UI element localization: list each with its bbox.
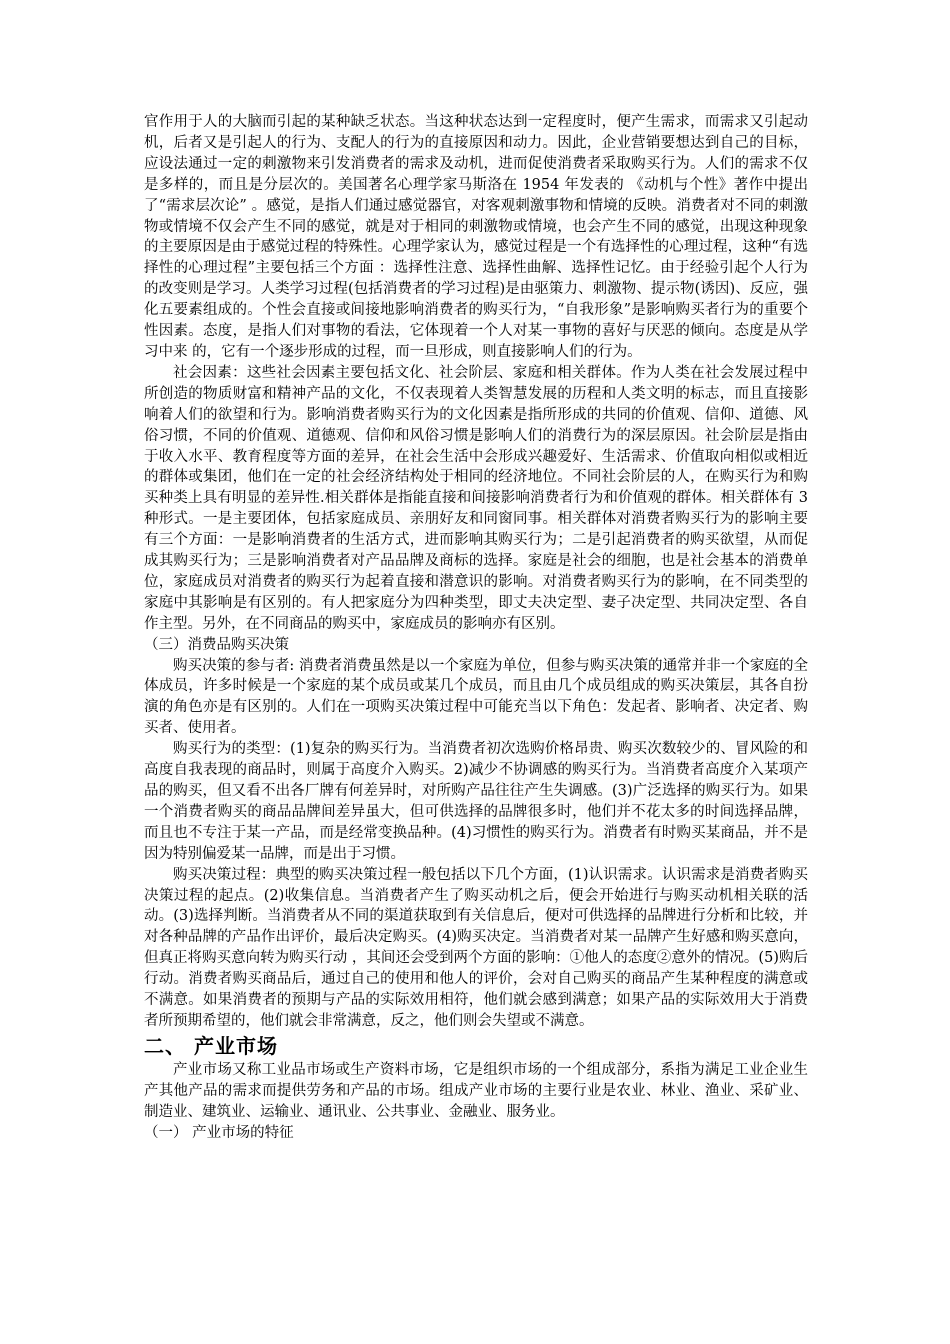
paragraph-decision-participants: 购买决策的参与者: 消费者消费虽然是以一个家庭为单位，但参与购买决策的通常并非一个家庭的全体成员，许多时候是一个家庭的某个成员或某几个成员，而且由几个成员组成的购买决策层，其各自扮演的角色亦是有区别的。人们在一项购买决策过程中可能充当以下角色：发起者、影响者、决定者、购买者、使用者。: [144, 657, 808, 737]
paragraph-industrial-market-definition: 产业市场又称工业品市场或生产资料市场，它是组织市场的一个组成部分，系指为满足工业企业生产其他产品的需求而提供劳务和产品的市场。组成产业市场的主要行业是农业、林业、渔业、采矿业、制造业、建筑业、运输业、通讯业、公共事业、金融业、服务业。: [144, 1061, 808, 1120]
document-page: [144, 112, 808, 1144]
paragraph-purchase-behavior-types: 购买行为的类型：(1)复杂的购买行为。当消费者初次选购价格昂贵、购买次数较少的、冒风险的和高度自我表现的商品时，则属于高度介入购买。2)减少不协调感的购买行为。当消费者高度介入某项产品的购买，但又看不出各厂牌有何差异时，对所购产品往往产生失调感。(3)广泛选择的购买行为。如果一个消费者购买的商品品牌间差异虽大，但可供选择的品牌很多时，他们并不花太多的时间选择品牌，而且也不专注于某一产品，而是经常变换品种。(4)习惯性的购买行为。消费者有时购买某商品，并不是因为特别偏爱某一品牌，而是出于习惯。: [144, 741, 808, 862]
section-heading-industrial-market: 二、 产业市场: [144, 1033, 278, 1058]
paragraph-decision-process: 购买决策过程：典型的购买决策过程一般包括以下几个方面，(1)认识需求。认识需求是消费者购买决策过程的起点。(2)收集信息。当消费者产生了购买动机之后，便会开始进行与购买动机相关联的活动。(3)选择判断。当消费者从不同的渠道获取到有关信息后，便对可供选择的品牌进行分析和比较，并对各种品牌的产品作出评价，最后决定购买。(4)购买决定。当消费者对某一品牌产生好感和购买意向，但真正将购买意向转为购买行动 ，其间还会受到两个方面的影响：①他人的态度②意外的情况。(5)购后行动。消费者购买商品后，通过自己的使用和他人的评价，会对自己购买的商品产生某种程度的满意或不满意。如果消费者的预期与产品的实际效用相符，他们就会感到满意；如果产品的实际效用大于消费者所预期希望的，他们就会非常满意，反之，他们则会失望或不满意。: [144, 866, 808, 1029]
paragraph-social-factors: 社会因素：这些社会因素主要包括文化、社会阶层、家庭和相关群体。作为人类在社会发展过程中所创造的物质财富和精神产品的文化，不仅表现着人类智慧发展的历程和人类文明的标志，而且直接影响着人们的欲望和行为。影响消费者购买行为的文化因素是指所形成的共同的价值观、信仰、道德、风俗习惯，不同的价值观、道德观、信仰和风俗习惯是影响人们的消费行为的深层原因。社会阶层是指由于收入水平、教育程度等方面的差异，在社会生活中会形成兴趣爱好、生活需求、价值取向相似或相近的群体或集团，他们在一定的社会经济结构处于相同的经济地位。不同社会阶层的人，在购买行为和购买种类上具有明显的差异性.相关群体是指能直接和间接影响消费者行为和价值观的群体。相关群体有 3 种形式。一是主要团体，包括家庭成员、亲朋好友和同窗同事。相关群体对消费者购买行为的影响主要有三个方面：一是影响消费者的生活方式，进而影响其购买行为；二是引起消费者的购买欲望，从而促成其购买行为；三是影响消费者对产品品牌及商标的选择。家庭是社会的细胞，也是社会基本的消费单位，家庭成员对消费者的购买行为起着直接和潜意识的影响。对消费者购买行为的影响，在不同类型的家庭中其影响是有区别的。有人把家庭分为四种类型，即丈夫决定型、妻子决定型、共同决定型、各自作主型。另外，在不同商品的购买中，家庭成员的影响亦有区别。: [144, 364, 808, 632]
subheading-consumer-purchase-decision: （三）消费品购买决策: [144, 636, 289, 653]
paragraph-needs-perception-learning: 官作用于人的大脑而引起的某种缺乏状态。当这种状态达到一定程度时，便产生需求，而需求又引起动机，后者又是引起人的行为、支配人的行为的直接原因和动力。因此，企业营销要想达到自己的目标，应设法通过一定的刺激物来引发消费者的需求及动机，进而促使消费者采取购买行为。人们的需求不仅是多样的，而且是分层次的。美国著名心理学家马斯洛在 1954 年发表的 《动机与个性》著作中提出了“需求层次论” 。感觉，是指人们通过感觉器官，对客观刺激事物和情境的反映。消费者对不同的刺激物或情境不仅会产生不同的感觉，就是对于相同的刺激物或情境，也会产生不同的感觉，出现这种现象的主要原因是由于感觉过程的特殊性。心理学家认为，感觉过程是一个有选择性的心理过程，这种“有选择性的心理过程”主要包括三个方面 ：选择性注意、选择性曲解、选择性记忆。由于经验引起个人行为的改变则是学习。人类学习过程(包括消费者的学习过程)是由驱策力、刺激物、提示物(诱因)、反应，强化五要素组成的。个性会直接或间接地影响消费者的购买行为，“自我形象”是影响购买者行为的重要个性因素。态度，是指人们对事物的看法，它体现着一个人对某一事物的喜好与厌恶的倾向。态度是从学习中来 的，它有一个逐步形成的过程，而一旦形成，则直接影响人们的行为。: [144, 114, 808, 360]
subheading-industrial-market-features: （一） 产业市场的特征: [144, 1124, 294, 1141]
